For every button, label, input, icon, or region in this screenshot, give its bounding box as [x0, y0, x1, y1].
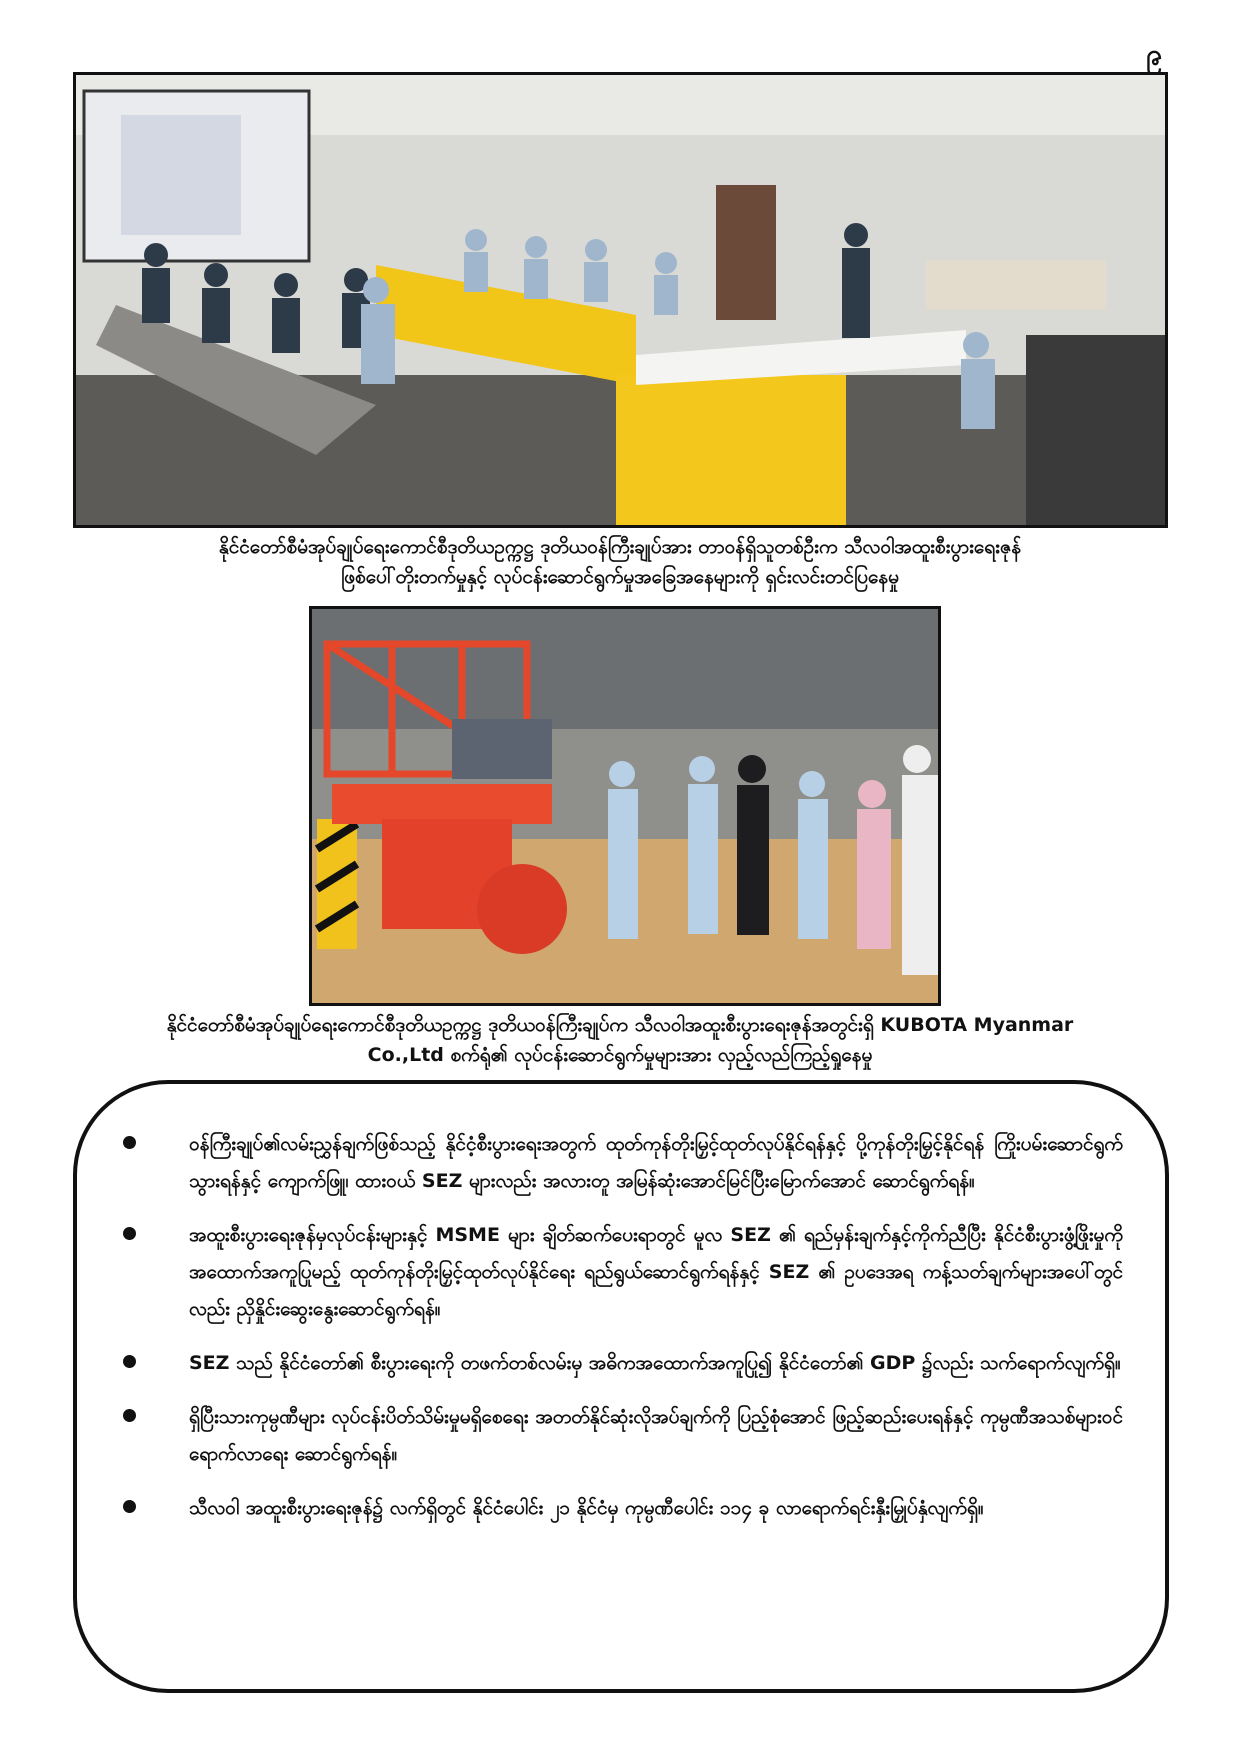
bullet-text: ဝန်ကြီးချုပ်၏လမ်းညွှန်ချက်ဖြစ်သည့် နိုင်ငံ့စီးပွားရေးအတွက် ထုတ်ကုန်တိုးမြှင့်ထုတ်လုပ်နိုင်ရန်နှင့် ပို့ကုန်တိုးမြှင့်နိုင်ရန် ကြိုးပမ်းဆောင်ရွက်သွားရန်နှင့် ကျောက်ဖြူ၊ ထားဝယ် SEZ များလည်း အလားတူ အမြန်ဆုံးအောင်မြင်ပြီးမြောက်အောင် ဆောင်ရွက်ရန်။ — [189, 1133, 1123, 1192]
factory-tour-photo — [309, 606, 941, 1006]
caption-line: နိုင်ငံတော်စီမံအုပ်ချုပ်ရေးကောင်စီဒုတိယဥက္ကဋ္ဌ ဒုတိယဝန်ကြီးချုပ်က သီလဝါအထူးစီးပွားရေးဇုန်အတွင်းရှိ KUBOTA Myanmar — [166, 1014, 1074, 1036]
bullet-text: သီလဝါ အထူးစီးပွားရေးဇုန်၌ လက်ရှိတွင် နိုင်ငံပေါင်း ၂၁ နိုင်ငံမှ ကုမ္ပဏီပေါင်း ၁၁၄ ခု လာရောက်ရင်းနှီးမြှုပ်နှံလျက်ရှိ။ — [189, 1497, 984, 1519]
list-item — [119, 1490, 1123, 1527]
summary-bullet-list — [119, 1126, 1123, 1544]
list-item — [119, 1399, 1123, 1473]
meeting-photo-caption — [70, 532, 1170, 592]
factory-tour-caption — [70, 1010, 1170, 1070]
meeting-photo — [73, 72, 1168, 528]
list-item — [119, 1217, 1123, 1328]
bullet-icon — [123, 1355, 136, 1368]
bullet-icon — [123, 1500, 136, 1513]
page-number: ၉ — [1146, 38, 1162, 71]
caption-line: နိုင်ငံတော်စီမံအုပ်ချုပ်ရေးကောင်စီဒုတိယဥက္ကဋ္ဌ ဒုတိယဝန်ကြီးချုပ်အား တာဝန်ရှိသူတစ်ဦးက သီလဝါအထူးစီးပွားရေးဇုန် — [218, 536, 1022, 558]
caption-line: Co.,Ltd စက်ရုံ၏ လုပ်ငန်းဆောင်ရွက်မှုများအား လှည့်လည်ကြည့်ရှုနေမှု — [367, 1044, 873, 1066]
caption-line: ဖြစ်ပေါ်တိုးတက်မှုနှင့် လုပ်ငန်းဆောင်ရွက်မှုအခြေအနေများကို ရှင်းလင်းတင်ပြနေမှု — [340, 566, 899, 588]
summary-box — [73, 1080, 1169, 1693]
list-item — [119, 1126, 1123, 1200]
bullet-text: ရှိပြီးသားကုမ္ပဏီများ လုပ်ငန်းပိတ်သိမ်းမှုမရှိစေရေး အတတ်နိုင်ဆုံးလိုအပ်ချက်ကို ပြည့်စုံအောင် ဖြည့်ဆည်းပေးရန်နှင့် ကုမ္ပဏီအသစ်များဝင်ရောက်လာရေး ဆောင်ရွက်ရန်။ — [189, 1406, 1123, 1465]
bullet-text: SEZ သည် နိုင်ငံတော်၏ စီးပွားရေးကို တဖက်တစ်လမ်းမှ အဓိကအထောက်အကူပြု၍ နိုင်ငံတော်၏ GDP ၌လည်း သက်ရောက်လျက်ရှိ။ — [189, 1352, 1121, 1374]
bullet-icon — [123, 1136, 136, 1149]
bullet-icon — [123, 1227, 136, 1240]
list-item — [119, 1345, 1123, 1382]
bullet-text: အထူးစီးပွားရေးဇုန်မှလုပ်ငန်းများနှင့် MSME များ ချိတ်ဆက်ပေးရာတွင် မူလ SEZ ၏ ရည်မှန်းချက်နှင့်ကိုက်ညီပြီး နိုင်ငံစီးပွားဖွံ့ဖြိုးမှုကို အထောက်အကူပြုမည့် ထုတ်ကုန်တိုးမြှင့်ထုတ်လုပ်နိုင်ရေး ရည်ရွယ်ဆောင်ရွက်ရန်နှင့် SEZ ၏ ဥပဒေအရ ကန့်သတ်ချက်များအပေါ်တွင်လည်း ညှိနှိုင်းဆွေးနွေးဆောင်ရွက်ရန်။ — [189, 1224, 1123, 1320]
bullet-icon — [123, 1409, 136, 1422]
